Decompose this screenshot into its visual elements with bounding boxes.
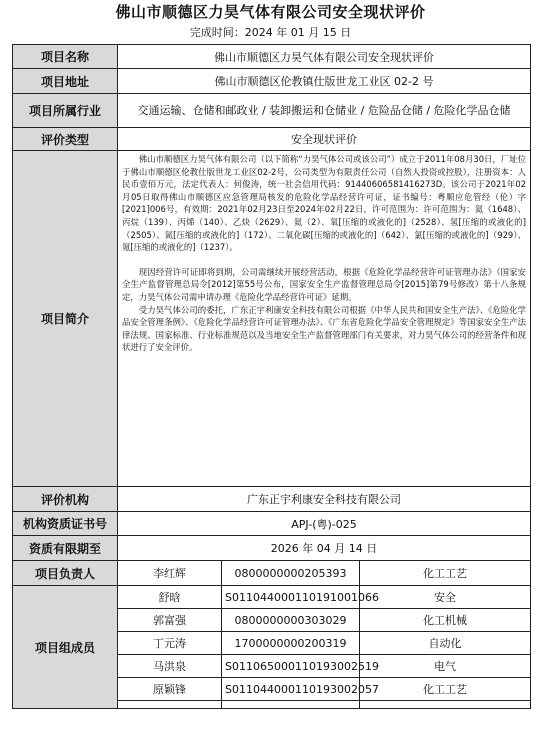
value-cert-no: APJ-(粤)-025: [118, 512, 531, 536]
member-cert: S011044000110193002057: [222, 678, 360, 701]
member-name: 郭富强: [118, 609, 222, 632]
label-intro: 项目简介: [13, 151, 118, 487]
label-members: 项目组成员: [13, 586, 118, 709]
row-agency: [13, 487, 531, 512]
row-leader: [13, 561, 531, 586]
member-specialty: 电气: [360, 655, 531, 678]
value-eval-type: 安全现状评价: [118, 128, 531, 151]
row-cert-no: [13, 512, 531, 536]
value-project-address: 佛山市顺德区伦教镇仕版世龙工业区 02-2 号: [118, 69, 531, 94]
leader-name: 李红辉: [118, 561, 222, 586]
label-leader: 项目负责人: [13, 561, 118, 586]
evaluation-info-table: [12, 44, 531, 709]
member-name: 马洪泉: [118, 655, 222, 678]
row-industry: [13, 94, 531, 128]
leader-cert: 0800000000205393: [222, 561, 360, 586]
value-project-name: 佛山市顺德区力昊气体有限公司安全现状评价: [118, 45, 531, 69]
value-intro: [118, 151, 531, 487]
intro-paragraph-3: 受力昊气体公司的委托，广东正宇利康安全科技有限公司根据《中华人民共和国安全生产法》、《危险化学品安全管理条例》、《危险化学品经营许可证管理办法》、《广东省危险化学品安全管理规定》等国家安全生产法律法规、国家标准、行业标准规范以及当地安全生产监督管理部门有关要求，对力昊气体公司的经营条件和现状进行了安全评价。: [122, 304, 527, 353]
label-cert-no: 机构资质证书号: [13, 512, 118, 536]
member-name: 舒晗: [118, 586, 222, 609]
leader-specialty: 化工工艺: [360, 561, 531, 586]
member-specialty: 自动化: [360, 632, 531, 655]
label-industry: 项目所属行业: [13, 94, 118, 128]
member-specialty: 化工工艺: [360, 678, 531, 701]
intro-paragraph-2: 现因经营许可证即将到期，公司需继续开展经营活动，根据《危险化学品经营许可证管理办法》（国家安全生产监督管理总局令[2012]第55号公布，国家安全生产监督管理总局令[2015]第79号修改）第十八条规定，力昊气体公司需申请办理《危险化学品经营许可证》延期。: [122, 266, 527, 302]
value-agency: 广东正宇利康安全科技有限公司: [118, 487, 531, 512]
completion-date: 完成时间：2024 年 01 月 15 日: [189, 26, 352, 39]
label-project-name: 项目名称: [13, 45, 118, 69]
row-intro: [13, 151, 531, 487]
member-empty-cell: [360, 701, 531, 709]
member-cert: 1700000000200319: [222, 632, 360, 655]
member-specialty: 安全: [360, 586, 531, 609]
member-cert: S011065000110193002519: [222, 655, 360, 678]
member-name: 丁元涛: [118, 632, 222, 655]
member-cert: 0800000000303029: [222, 609, 360, 632]
value-valid-until: 2026 年 04 月 14 日: [118, 536, 531, 561]
row-eval-type: [13, 128, 531, 151]
member-specialty: 化工机械: [360, 609, 531, 632]
row-valid-until: [13, 536, 531, 561]
label-agency: 评价机构: [13, 487, 118, 512]
label-eval-type: 评价类型: [13, 128, 118, 151]
row-project-name: [13, 45, 531, 69]
member-empty-cell: [222, 701, 360, 709]
label-valid-until: 资质有限期至: [13, 536, 118, 561]
intro-paragraph-1: 佛山市顺德区力昊气体有限公司（以下简称“力昊气体公司或该公司”）成立于2011年08月30日，厂址位于佛山市顺德区伦教仕版世龙工业区02-2号，公司类型为有限责任公司（自然人投资或控股），注册资本：人民币壹佰万元，法定代表人：何俊涛，统一社会信用代码：91440606581416273D。该公司于2021年02月05日取得佛山市顺德区应急管理局核发的危险化学品经营许可证，证书编号：粤顺应危管经（伦）字[2021]006号，有效期：2021年02月23日至2024年02月22日，许可范围为：许可范围为：氦（1648）、丙烷（139）、丙烯（140）、乙炔（2629）、氦（2）、氧[压缩的或液化的]（2528）、氢[压缩的或液化的]（2505）、氮[压缩的或液化的]（172）、二氧化碳[压缩的或液化的]（642）、氯[压缩的或液化的]（929）、氪[压缩的或液化的]（1237）。: [122, 154, 527, 253]
member-cert: S011044000110191001066: [222, 586, 360, 609]
label-project-address: 项目地址: [13, 69, 118, 94]
member-row: [13, 586, 531, 609]
page-title: 佛山市顺德区力昊气体有限公司安全现状评价: [115, 3, 426, 21]
member-name: 原颖锋: [118, 678, 222, 701]
row-project-address: [13, 69, 531, 94]
member-empty-cell: [118, 701, 222, 709]
value-industry: 交通运输、仓储和邮政业 / 装卸搬运和仓储业 / 危险品仓储 / 危险化学品仓储: [118, 94, 531, 128]
